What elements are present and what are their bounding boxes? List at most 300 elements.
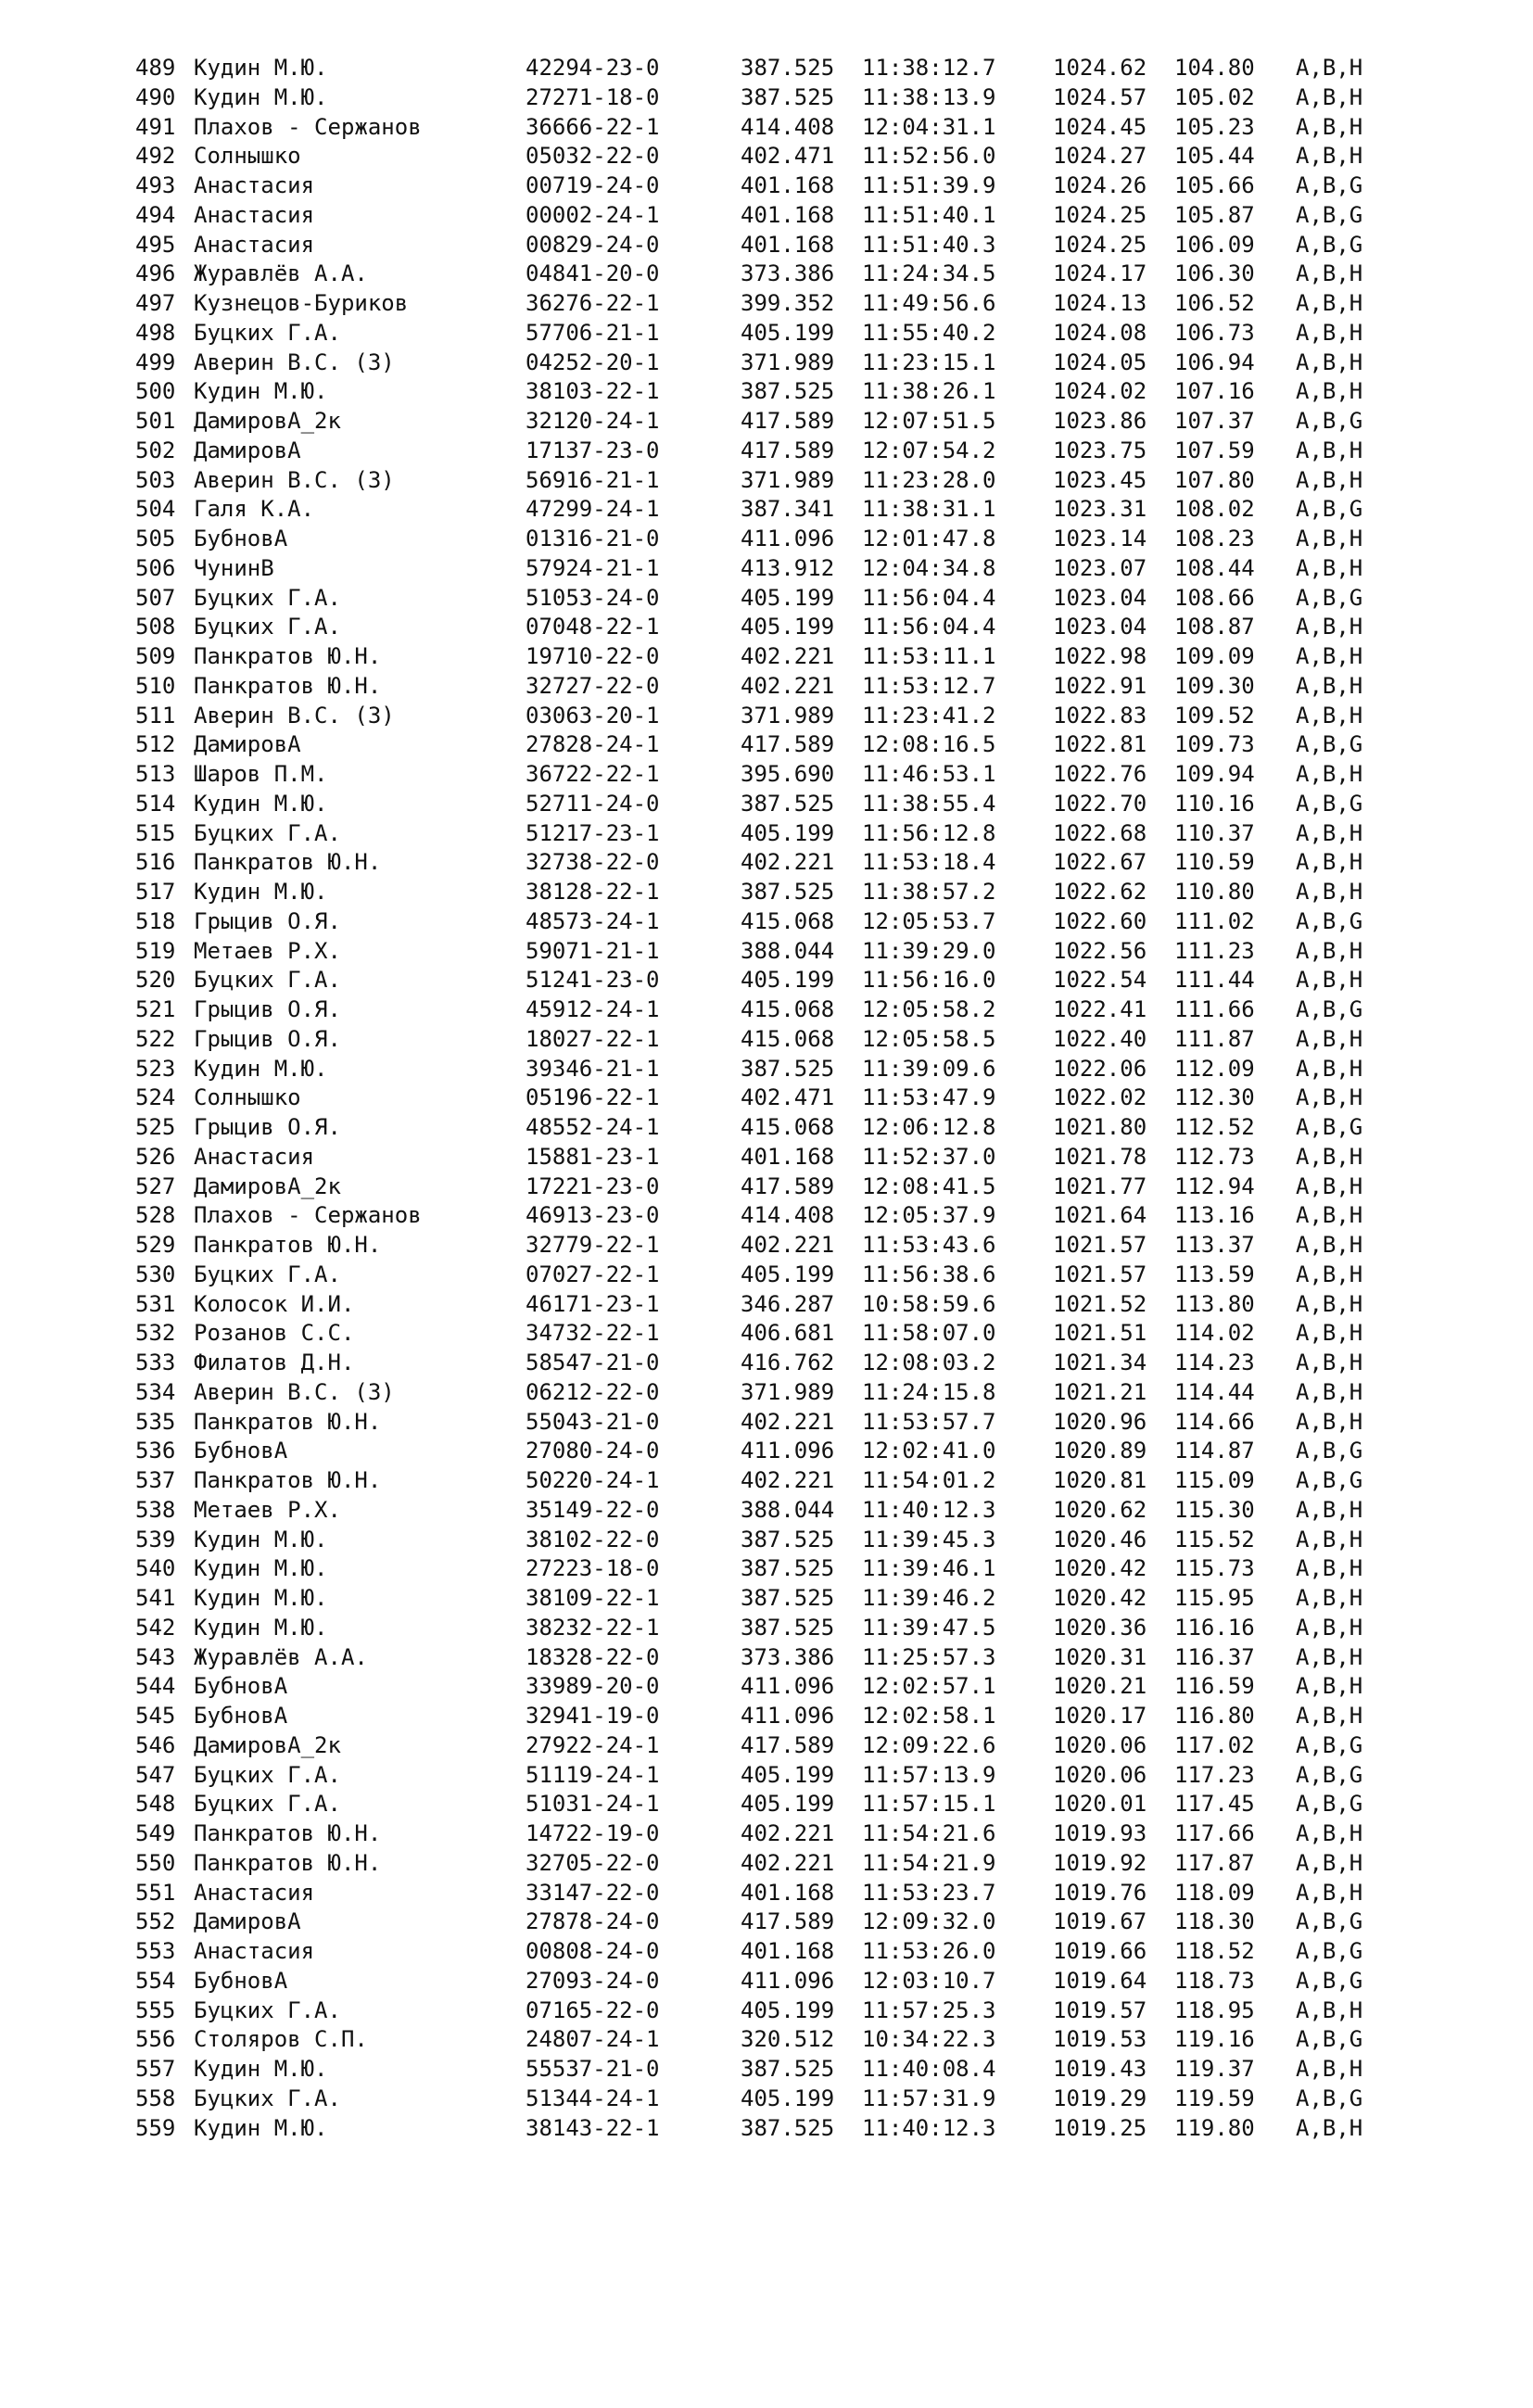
speed-value: 1021.77 [1053, 1172, 1147, 1199]
owner-name: Кудин М.Ю. [194, 1585, 328, 1611]
distance-km: 402.221 [741, 672, 835, 699]
category-flags: A,B,H [1296, 1614, 1363, 1641]
distance-km: 387.525 [741, 1585, 835, 1611]
place-number: 491 [135, 113, 176, 140]
points-value: 109.09 [1174, 643, 1255, 669]
result-row [135, 1614, 1489, 1643]
owner-name: Анастасия [194, 1879, 315, 1906]
owner-name: ДамировА_2к [194, 1172, 341, 1199]
result-row [135, 1996, 1489, 2026]
owner-name: Буцких Г.А. [194, 614, 341, 640]
owner-name: Грыцив О.Я. [194, 1114, 341, 1140]
category-flags: A,B,H [1296, 554, 1363, 581]
points-value: 109.30 [1174, 672, 1255, 699]
owner-name: БубновА [194, 1673, 288, 1700]
speed-value: 1024.62 [1053, 55, 1147, 81]
ring-number: 42294-23-0 [526, 55, 660, 81]
arrival-time: 11:57:31.9 [862, 2085, 996, 2111]
points-value: 116.16 [1174, 1614, 1255, 1641]
speed-value: 1019.53 [1053, 2026, 1147, 2053]
arrival-time: 12:02:41.0 [862, 1438, 996, 1464]
result-row [135, 1084, 1489, 1113]
result-row [135, 1967, 1489, 1996]
arrival-time: 11:53:26.0 [862, 1938, 996, 1964]
ring-number: 47299-24-1 [526, 496, 660, 523]
arrival-time: 12:02:58.1 [862, 1703, 996, 1729]
category-flags: A,B,H [1296, 83, 1363, 110]
category-flags: A,B,G [1296, 2085, 1363, 2111]
points-value: 115.52 [1174, 1526, 1255, 1553]
owner-name: Кузнецов-Буриков [194, 290, 409, 316]
points-value: 113.80 [1174, 1290, 1255, 1317]
result-row [135, 349, 1489, 378]
owner-name: Аверин В.С. (З) [194, 702, 395, 729]
distance-km: 387.525 [741, 83, 835, 110]
owner-name: Буцких Г.А. [194, 967, 341, 994]
points-value: 110.80 [1174, 879, 1255, 905]
category-flags: A,B,H [1296, 1673, 1363, 1700]
points-value: 111.87 [1174, 1025, 1255, 1052]
place-number: 537 [135, 1467, 176, 1493]
result-row [135, 1025, 1489, 1055]
distance-km: 401.168 [741, 1938, 835, 1964]
place-number: 493 [135, 172, 176, 198]
owner-name: Розанов С.С. [194, 1320, 355, 1347]
arrival-time: 11:39:45.3 [862, 1526, 996, 1553]
category-flags: A,B,G [1296, 907, 1363, 934]
distance-km: 402.471 [741, 1084, 835, 1111]
distance-km: 415.068 [741, 996, 835, 1022]
arrival-time: 12:08:41.5 [862, 1172, 996, 1199]
result-row [135, 1937, 1489, 1967]
speed-value: 1022.81 [1053, 731, 1147, 758]
place-number: 545 [135, 1703, 176, 1729]
distance-km: 387.525 [741, 2056, 835, 2082]
category-flags: A,B,G [1296, 996, 1363, 1022]
ring-number: 55043-21-0 [526, 1408, 660, 1435]
points-value: 112.73 [1174, 1143, 1255, 1170]
category-flags: A,B,G [1296, 496, 1363, 523]
place-number: 511 [135, 702, 176, 729]
speed-value: 1019.57 [1053, 1996, 1147, 2023]
result-row [135, 1319, 1489, 1349]
result-row [135, 1907, 1489, 1937]
speed-value: 1024.08 [1053, 319, 1147, 346]
result-row [135, 1879, 1489, 1908]
place-number: 509 [135, 643, 176, 669]
category-flags: A,B,G [1296, 1731, 1363, 1758]
ring-number: 48552-24-1 [526, 1114, 660, 1140]
category-flags: A,B,G [1296, 1791, 1363, 1818]
points-value: 117.23 [1174, 1761, 1255, 1788]
distance-km: 387.525 [741, 1555, 835, 1582]
distance-km: 388.044 [741, 937, 835, 964]
speed-value: 1019.64 [1053, 1967, 1147, 1994]
speed-value: 1019.43 [1053, 2056, 1147, 2082]
place-number: 551 [135, 1879, 176, 1906]
owner-name: Грыцив О.Я. [194, 907, 341, 934]
category-flags: A,B,H [1296, 1643, 1363, 1670]
distance-km: 405.199 [741, 1996, 835, 2023]
distance-km: 417.589 [741, 1172, 835, 1199]
distance-km: 402.221 [741, 1408, 835, 1435]
owner-name: Буцких Г.А. [194, 2085, 341, 2111]
owner-name: Буцких Г.А. [194, 1996, 341, 2023]
speed-value: 1023.04 [1053, 584, 1147, 611]
distance-km: 402.221 [741, 849, 835, 876]
arrival-time: 11:57:13.9 [862, 1761, 996, 1788]
ring-number: 32738-22-0 [526, 849, 660, 876]
arrival-time: 11:51:40.1 [862, 201, 996, 228]
result-row [135, 171, 1489, 201]
category-flags: A,B,H [1296, 55, 1363, 81]
points-value: 109.52 [1174, 702, 1255, 729]
speed-value: 1020.06 [1053, 1731, 1147, 1758]
owner-name: Панкратов Ю.Н. [194, 849, 382, 876]
result-row [135, 613, 1489, 642]
distance-km: 417.589 [741, 731, 835, 758]
ring-number: 48573-24-1 [526, 907, 660, 934]
ring-number: 15881-23-1 [526, 1143, 660, 1170]
arrival-time: 12:05:53.7 [862, 907, 996, 934]
place-number: 539 [135, 1526, 176, 1553]
owner-name: Солнышко [194, 143, 301, 170]
result-row [135, 702, 1489, 731]
category-flags: A,B,H [1296, 1143, 1363, 1170]
category-flags: A,B,H [1296, 349, 1363, 375]
points-value: 115.73 [1174, 1555, 1255, 1582]
place-number: 521 [135, 996, 176, 1022]
arrival-time: 11:25:57.3 [862, 1643, 996, 1670]
speed-value: 1022.62 [1053, 879, 1147, 905]
points-value: 114.02 [1174, 1320, 1255, 1347]
category-flags: A,B,G [1296, 201, 1363, 228]
result-row [135, 1231, 1489, 1261]
result-row [135, 672, 1489, 702]
arrival-time: 11:40:12.3 [862, 2114, 996, 2141]
place-number: 500 [135, 378, 176, 405]
points-value: 109.73 [1174, 731, 1255, 758]
owner-name: БубновА [194, 1703, 288, 1729]
ring-number: 36722-22-1 [526, 761, 660, 787]
speed-value: 1024.45 [1053, 113, 1147, 140]
points-value: 119.37 [1174, 2056, 1255, 2082]
distance-km: 405.199 [741, 967, 835, 994]
arrival-time: 11:53:11.1 [862, 643, 996, 669]
result-row [135, 83, 1489, 113]
category-flags: A,B,H [1296, 466, 1363, 493]
category-flags: A,B,H [1296, 2114, 1363, 2141]
arrival-time: 11:53:43.6 [862, 1232, 996, 1258]
result-row [135, 1731, 1489, 1761]
arrival-time: 11:23:15.1 [862, 349, 996, 375]
owner-name: ДамировА [194, 1908, 301, 1935]
place-number: 533 [135, 1350, 176, 1375]
ring-number: 17137-23-0 [526, 437, 660, 463]
distance-km: 414.408 [741, 1202, 835, 1229]
place-number: 489 [135, 55, 176, 81]
ring-number: 34732-22-1 [526, 1320, 660, 1347]
distance-km: 401.168 [741, 231, 835, 258]
speed-value: 1023.07 [1053, 554, 1147, 581]
category-flags: A,B,H [1296, 260, 1363, 287]
place-number: 535 [135, 1408, 176, 1435]
ring-number: 38109-22-1 [526, 1585, 660, 1611]
category-flags: A,B,G [1296, 731, 1363, 758]
result-row [135, 1261, 1489, 1290]
ring-number: 00829-24-0 [526, 231, 660, 258]
place-number: 530 [135, 1261, 176, 1287]
speed-value: 1022.60 [1053, 907, 1147, 934]
ring-number: 38102-22-0 [526, 1526, 660, 1553]
arrival-time: 11:24:34.5 [862, 260, 996, 287]
ring-number: 51031-24-1 [526, 1791, 660, 1818]
result-row [135, 1408, 1489, 1438]
speed-value: 1020.42 [1053, 1555, 1147, 1582]
category-flags: A,B,H [1296, 1555, 1363, 1582]
points-value: 118.73 [1174, 1967, 1255, 1994]
distance-km: 387.525 [741, 378, 835, 405]
owner-name: Грыцив О.Я. [194, 996, 341, 1022]
arrival-time: 11:53:12.7 [862, 672, 996, 699]
result-row [135, 1201, 1489, 1231]
category-flags: A,B,G [1296, 1467, 1363, 1493]
owner-name: Буцких Г.А. [194, 1761, 341, 1788]
ring-number: 46171-23-1 [526, 1290, 660, 1317]
owner-name: БубновА [194, 1967, 288, 1994]
place-number: 541 [135, 1585, 176, 1611]
ring-number: 38103-22-1 [526, 378, 660, 405]
arrival-time: 11:56:04.4 [862, 584, 996, 611]
owner-name: Кудин М.Ю. [194, 2056, 328, 2082]
arrival-time: 10:34:22.3 [862, 2026, 996, 2053]
arrival-time: 11:51:39.9 [862, 172, 996, 198]
arrival-time: 11:52:56.0 [862, 143, 996, 170]
ring-number: 32727-22-0 [526, 672, 660, 699]
owner-name: Столяров С.П. [194, 2026, 368, 2053]
ring-number: 14722-19-0 [526, 1820, 660, 1846]
ring-number: 51344-24-1 [526, 2085, 660, 2111]
owner-name: Грыцив О.Я. [194, 1025, 341, 1052]
place-number: 495 [135, 231, 176, 258]
arrival-time: 11:49:56.6 [862, 290, 996, 316]
distance-km: 346.287 [741, 1290, 835, 1317]
points-value: 117.66 [1174, 1820, 1255, 1846]
result-row [135, 1378, 1489, 1408]
result-row [135, 1672, 1489, 1702]
result-row [135, 2085, 1489, 2114]
ring-number: 05032-22-0 [526, 143, 660, 170]
speed-value: 1019.66 [1053, 1938, 1147, 1964]
speed-value: 1020.21 [1053, 1673, 1147, 1700]
arrival-time: 11:38:55.4 [862, 790, 996, 817]
result-row [135, 966, 1489, 995]
place-number: 532 [135, 1320, 176, 1347]
points-value: 109.94 [1174, 761, 1255, 787]
points-value: 118.52 [1174, 1938, 1255, 1964]
result-row [135, 554, 1489, 584]
category-flags: A,B,H [1296, 1879, 1363, 1906]
arrival-time: 11:56:16.0 [862, 967, 996, 994]
speed-value: 1021.57 [1053, 1232, 1147, 1258]
distance-km: 387.341 [741, 496, 835, 523]
ring-number: 57706-21-1 [526, 319, 660, 346]
speed-value: 1023.31 [1053, 496, 1147, 523]
ring-number: 51241-23-0 [526, 967, 660, 994]
result-row [135, 466, 1489, 496]
result-row [135, 995, 1489, 1025]
category-flags: A,B,H [1296, 1585, 1363, 1611]
place-number: 528 [135, 1202, 176, 1229]
owner-name: Панкратов Ю.Н. [194, 1467, 382, 1493]
arrival-time: 11:39:46.2 [862, 1585, 996, 1611]
speed-value: 1021.21 [1053, 1378, 1147, 1405]
category-flags: A,B,H [1296, 761, 1363, 787]
ring-number: 27271-18-0 [526, 83, 660, 110]
distance-km: 320.512 [741, 2026, 835, 2053]
owner-name: ДамировА [194, 731, 301, 758]
category-flags: A,B,G [1296, 1908, 1363, 1935]
place-number: 502 [135, 437, 176, 463]
category-flags: A,B,H [1296, 1172, 1363, 1199]
arrival-time: 12:05:58.5 [862, 1025, 996, 1052]
owner-name: БубновА [194, 526, 288, 551]
category-flags: A,B,G [1296, 1967, 1363, 1994]
place-number: 522 [135, 1025, 176, 1052]
category-flags: A,B,H [1296, 614, 1363, 640]
arrival-time: 11:56:38.6 [862, 1261, 996, 1287]
distance-km: 402.221 [741, 1820, 835, 1846]
category-flags: A,B,H [1296, 1350, 1363, 1375]
place-number: 529 [135, 1232, 176, 1258]
distance-km: 401.168 [741, 172, 835, 198]
arrival-time: 12:04:31.1 [862, 113, 996, 140]
place-number: 517 [135, 879, 176, 905]
points-value: 119.59 [1174, 2085, 1255, 2111]
owner-name: Анастасия [194, 1143, 315, 1170]
owner-name: Кудин М.Ю. [194, 879, 328, 905]
result-row [135, 1702, 1489, 1731]
place-number: 547 [135, 1761, 176, 1788]
points-value: 106.52 [1174, 290, 1255, 316]
ring-number: 35149-22-0 [526, 1496, 660, 1523]
category-flags: A,B,H [1296, 290, 1363, 316]
speed-value: 1019.29 [1053, 2085, 1147, 2111]
distance-km: 417.589 [741, 408, 835, 434]
points-value: 104.80 [1174, 55, 1255, 81]
owner-name: Кудин М.Ю. [194, 83, 328, 110]
place-number: 501 [135, 408, 176, 434]
speed-value: 1020.31 [1053, 1643, 1147, 1670]
place-number: 503 [135, 466, 176, 493]
result-row [135, 260, 1489, 289]
owner-name: Аверин В.С. (З) [194, 1378, 395, 1405]
owner-name: Буцких Г.А. [194, 819, 341, 846]
ring-number: 00808-24-0 [526, 1938, 660, 1964]
speed-value: 1022.76 [1053, 761, 1147, 787]
ring-number: 55537-21-0 [526, 2056, 660, 2082]
speed-value: 1020.46 [1053, 1526, 1147, 1553]
place-number: 520 [135, 967, 176, 994]
speed-value: 1020.06 [1053, 1761, 1147, 1788]
distance-km: 373.386 [741, 1643, 835, 1670]
result-row [135, 907, 1489, 937]
place-number: 559 [135, 2114, 176, 2141]
category-flags: A,B,H [1296, 937, 1363, 964]
ring-number: 50220-24-1 [526, 1467, 660, 1493]
place-number: 524 [135, 1084, 176, 1111]
ring-number: 07165-22-0 [526, 1996, 660, 2023]
place-number: 518 [135, 907, 176, 934]
place-number: 505 [135, 526, 176, 551]
owner-name: Шаров П.М. [194, 761, 328, 787]
distance-km: 405.199 [741, 1261, 835, 1287]
arrival-time: 12:07:54.2 [862, 437, 996, 463]
distance-km: 371.989 [741, 1378, 835, 1405]
points-value: 111.02 [1174, 907, 1255, 934]
category-flags: A,B,G [1296, 1438, 1363, 1464]
result-row [135, 1761, 1489, 1791]
speed-value: 1024.13 [1053, 290, 1147, 316]
distance-km: 415.068 [741, 907, 835, 934]
speed-value: 1020.89 [1053, 1438, 1147, 1464]
ring-number: 45912-24-1 [526, 996, 660, 1022]
distance-km: 411.096 [741, 1438, 835, 1464]
owner-name: ДамировА_2к [194, 1731, 341, 1758]
place-number: 553 [135, 1938, 176, 1964]
result-row [135, 231, 1489, 260]
result-row [135, 1849, 1489, 1879]
result-row [135, 407, 1489, 437]
points-value: 112.09 [1174, 1055, 1255, 1082]
result-row [135, 1349, 1489, 1378]
arrival-time: 11:38:31.1 [862, 496, 996, 523]
points-value: 112.94 [1174, 1172, 1255, 1199]
distance-km: 405.199 [741, 319, 835, 346]
category-flags: A,B,G [1296, 1938, 1363, 1964]
speed-value: 1022.06 [1053, 1055, 1147, 1082]
category-flags: A,B,H [1296, 849, 1363, 876]
arrival-time: 12:05:37.9 [862, 1202, 996, 1229]
arrival-time: 11:40:08.4 [862, 2056, 996, 2082]
owner-name: Кудин М.Ю. [194, 1614, 328, 1641]
result-row [135, 2025, 1489, 2055]
owner-name: Журавлёв А.А. [194, 260, 368, 287]
distance-km: 405.199 [741, 614, 835, 640]
speed-value: 1020.81 [1053, 1467, 1147, 1493]
points-value: 115.30 [1174, 1496, 1255, 1523]
arrival-time: 12:06:12.8 [862, 1114, 996, 1140]
category-flags: A,B,H [1296, 1496, 1363, 1523]
distance-km: 371.989 [741, 702, 835, 729]
ring-number: 32941-19-0 [526, 1703, 660, 1729]
owner-name: Метаев Р.Х. [194, 1496, 341, 1523]
ring-number: 32779-22-1 [526, 1232, 660, 1258]
place-number: 499 [135, 349, 176, 375]
result-row [135, 937, 1489, 967]
points-value: 110.59 [1174, 849, 1255, 876]
category-flags: A,B,G [1296, 1114, 1363, 1140]
result-row [135, 1584, 1489, 1614]
place-number: 546 [135, 1731, 176, 1758]
result-row [135, 289, 1489, 319]
arrival-time: 11:40:12.3 [862, 1496, 996, 1523]
ring-number: 33989-20-0 [526, 1673, 660, 1700]
place-number: 552 [135, 1908, 176, 1935]
speed-value: 1022.91 [1053, 672, 1147, 699]
arrival-time: 11:54:21.9 [862, 1849, 996, 1876]
speed-value: 1021.51 [1053, 1320, 1147, 1347]
